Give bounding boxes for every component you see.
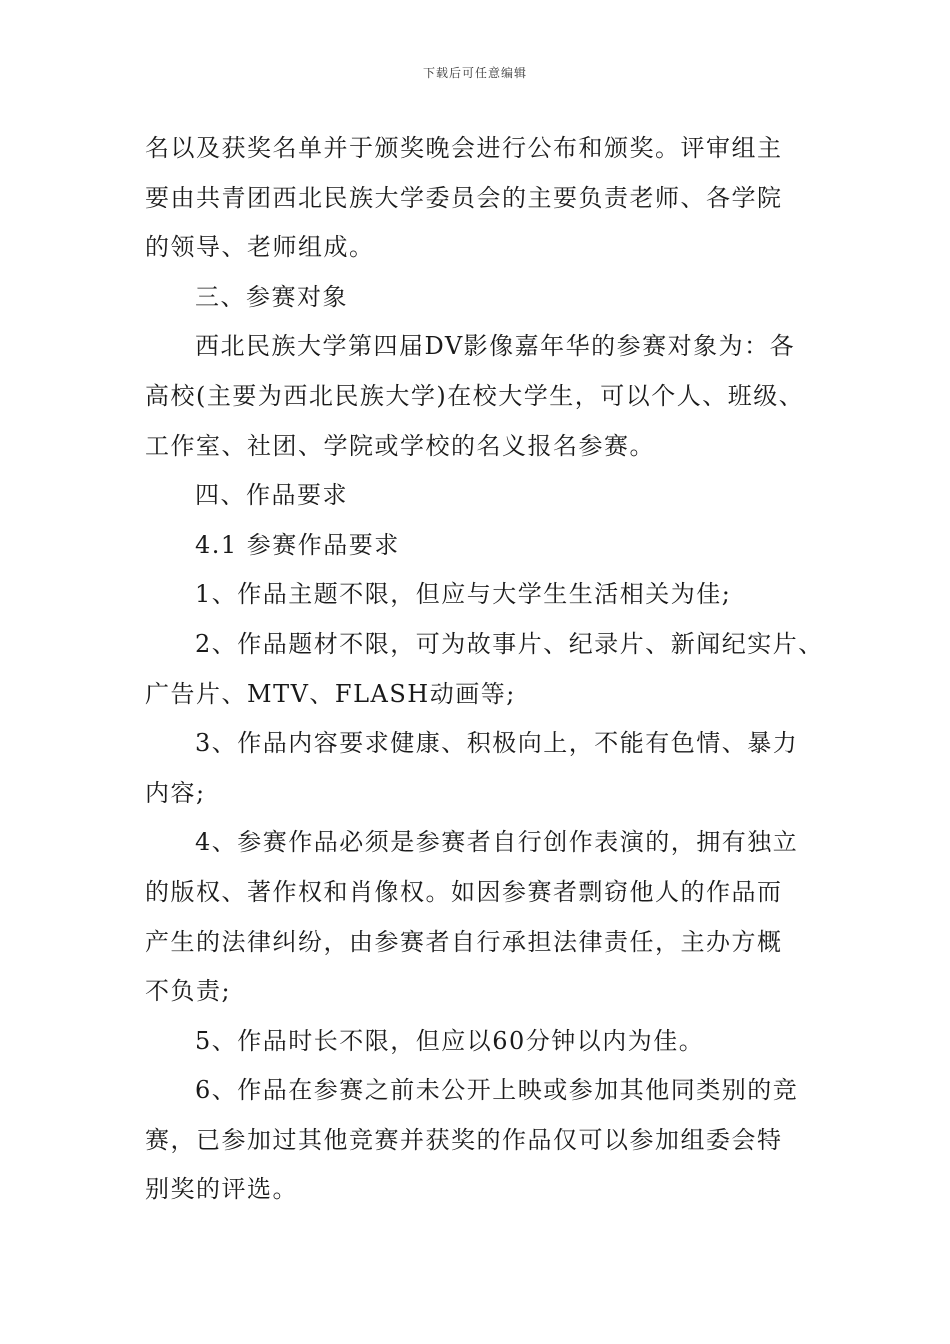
list-item: 2、作品题材不限，可为故事片、纪录片、新闻纪实片、	[195, 629, 824, 658]
document-body	[145, 124, 824, 1215]
text-line: 产生的法律纠纷，由参赛者自行承担法律责任，主办方概	[145, 927, 783, 956]
text-line: 别奖的评选。	[145, 1175, 298, 1204]
text-line: 名以及获奖名单并于颁奖晚会进行公布和颁奖。评审组主	[145, 134, 783, 162]
text-line: 高校(主要为西北民族大学)在校大学生，可以个人、班级、	[145, 381, 805, 410]
text-line: 赛，已参加过其他竞赛并获奖的作品仅可以参加组委会特	[145, 1125, 783, 1154]
list-item: 5、作品时长不限，但应以60分钟以内为佳。	[195, 1026, 705, 1055]
subsection-heading: 4.1 参赛作品要求	[195, 530, 400, 559]
text-line: 广告片、MTV、FLASH动画等;	[145, 679, 516, 708]
list-item: 3、作品内容要求健康、积极向上，不能有色情、暴力	[195, 729, 799, 758]
page-header: 下载后可任意编辑	[422, 66, 527, 80]
text-line: 的版权、著作权和肖像权。如因参赛者剽窃他人的作品而	[145, 877, 783, 906]
list-item: 6、作品在参赛之前未公开上映或参加其他同类别的竞	[195, 1076, 799, 1105]
text-line: 西北民族大学第四届DV影像嘉年华的参赛对象为：各	[195, 332, 796, 361]
text-line: 要由共青团西北民族大学委员会的主要负责老师、各学院	[145, 183, 783, 212]
section-heading-participants: 三、参赛对象	[195, 282, 348, 311]
text-line: 工作室、社团、学院或学校的名义报名参赛。	[145, 431, 655, 460]
text-line: 内容;	[145, 778, 206, 807]
text-line: 的领导、老师组成。	[145, 233, 375, 262]
section-heading-requirements: 四、作品要求	[195, 481, 348, 510]
list-item: 1、作品主题不限，但应与大学生生活相关为佳;	[195, 580, 732, 609]
list-item: 4、参赛作品必须是参赛者自行创作表演的，拥有独立	[195, 828, 799, 857]
text-line: 不负责;	[145, 977, 232, 1006]
